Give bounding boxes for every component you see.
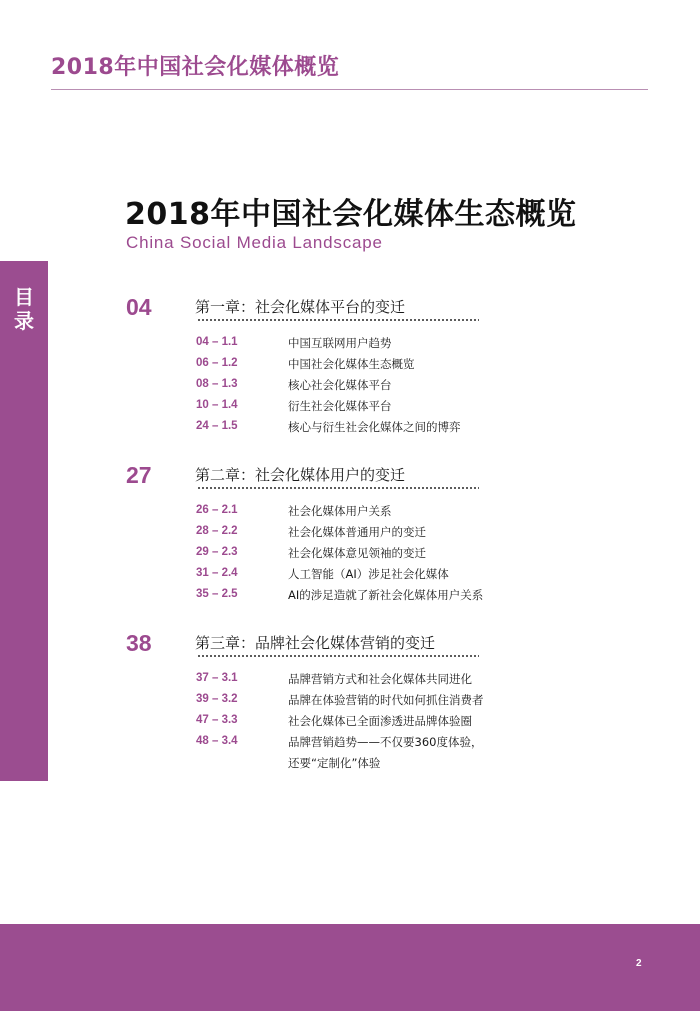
toc-entry-number: 47 – 3.3 — [196, 714, 238, 726]
toc-entry-title: 社会化媒体用户关系 — [288, 504, 392, 518]
chapter-title[interactable]: 第一章：社会化媒体平台的变迁 — [195, 298, 406, 316]
toc-entry-title: 社会化媒体普通用户的变迁 — [288, 525, 426, 539]
toc-entry-number: 48 – 3.4 — [196, 735, 238, 747]
toc-entry[interactable] — [0, 588, 700, 609]
toc-entry-number: 29 – 2.3 — [196, 546, 238, 558]
toc-entry-title: 中国社会化媒体生态概览 — [288, 357, 415, 371]
toc-entry-number: 35 – 2.5 — [196, 588, 238, 600]
page-title: 2018年中国社会化媒体生态概览 — [125, 197, 577, 232]
toc-entry-number: 28 – 2.2 — [196, 525, 238, 537]
toc-entry-number: 39 – 3.2 — [196, 693, 238, 705]
toc-entry-title: 社会化媒体意见领袖的变迁 — [288, 546, 426, 560]
dotted-leader — [197, 319, 479, 321]
header-divider — [51, 89, 648, 90]
toc-entry-number: 06 – 1.2 — [196, 357, 238, 369]
dotted-leader — [197, 487, 479, 489]
page-number: 2 — [636, 958, 642, 969]
toc-entry-number: 08 – 1.3 — [196, 378, 238, 390]
toc-entry-title-line1: 品牌营销趋势——不仅要360度体验， — [288, 735, 483, 749]
toc-entry-list — [0, 672, 700, 779]
toc-entry-title: 中国互联网用户趋势 — [288, 336, 392, 350]
toc-entry-title: AI的涉足造就了新社会化媒体用户关系 — [288, 588, 484, 602]
chapter-title[interactable]: 第二章：社会化媒体用户的变迁 — [195, 466, 406, 484]
toc-entry-list — [0, 336, 700, 441]
toc-entry-title: 品牌在体验营销的时代如何抓住消费者 — [288, 693, 484, 707]
toc-entry-list — [0, 504, 700, 609]
toc-entry-title — [288, 732, 548, 774]
toc-entry[interactable] — [0, 420, 700, 441]
toc-entry-number: 04 – 1.1 — [196, 336, 238, 348]
chapter-page-number[interactable]: 04 — [126, 294, 152, 320]
toc-entry-title: 人工智能（AI）涉足社会化媒体 — [288, 567, 449, 581]
toc-entry-title: 品牌营销方式和社会化媒体共同进化 — [288, 672, 472, 686]
toc-entry-number: 10 – 1.4 — [196, 399, 238, 411]
toc-entry-number: 24 – 1.5 — [196, 420, 238, 432]
chapter-page-number[interactable]: 27 — [126, 462, 152, 488]
toc-entry-title: 社会化媒体已全面渗透进品牌体验圈 — [288, 714, 472, 728]
toc-entry-number: 31 – 2.4 — [196, 567, 238, 579]
chapter-title[interactable]: 第三章：品牌社会化媒体营销的变迁 — [195, 634, 436, 652]
dotted-leader — [197, 655, 479, 657]
toc-entry[interactable] — [0, 735, 700, 779]
page-subtitle: China Social Media Landscape — [126, 233, 383, 252]
toc-entry-title: 核心社会化媒体平台 — [288, 378, 392, 392]
toc-entry-title: 核心与衍生社会化媒体之间的博弈 — [288, 420, 461, 434]
contents-tab-text: 目 录 — [14, 285, 34, 333]
toc-entry-title: 衍生社会化媒体平台 — [288, 399, 392, 413]
contents-tab-label — [0, 285, 48, 333]
toc-entry-title-line2: 还要“定制化”体验 — [288, 756, 381, 770]
chapter-page-number[interactable]: 38 — [126, 630, 152, 656]
toc-entry-number: 37 – 3.1 — [196, 672, 238, 684]
running-header-title: 2018年中国社会化媒体概览 — [51, 55, 340, 80]
footer-band — [0, 924, 700, 1011]
toc-entry-number: 26 – 2.1 — [196, 504, 238, 516]
